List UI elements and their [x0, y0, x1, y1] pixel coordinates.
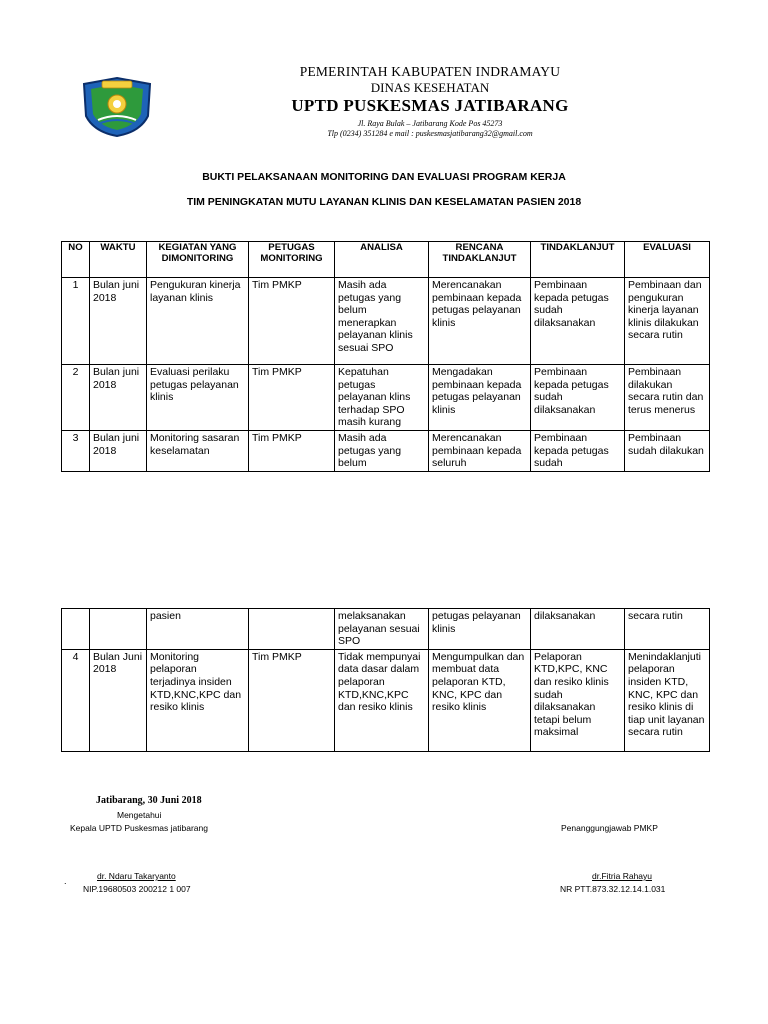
- letterhead-address: Jl. Raya Bulak – Jatibarang Kode Pos 45273: [357, 119, 503, 128]
- cell-waktu: Bulan juni 2018: [90, 430, 147, 471]
- cell-tindaklanjut: Pembinaan kepada petugas sudah dilaksanakan: [531, 365, 625, 431]
- cell-petugas: Tim PMKP: [249, 278, 335, 365]
- cell-tindaklanjut: Pelaporan KTD,KPC, KNC dan resiko klinis sudah dilaksanakan tetapi belum maksimal: [531, 649, 625, 751]
- cell-rencana: Merencanakan pembinaan kepada seluruh: [429, 430, 531, 471]
- table-row: [62, 649, 710, 751]
- signature-left-role: Kepala UPTD Puskesmas jatibarang: [70, 823, 208, 833]
- table-header-row: [62, 242, 710, 278]
- cell-kegiatan: pasien: [147, 609, 249, 650]
- cell-no: 3: [62, 430, 90, 471]
- signature-date: Jatibarang, 30 Juni 2018: [96, 795, 202, 806]
- cell-no: 2: [62, 365, 90, 431]
- monitoring-table-continued: [61, 608, 710, 752]
- cell-no: [62, 609, 90, 650]
- cell-kegiatan: Pengukuran kinerja layanan klinis: [147, 278, 249, 365]
- cell-tindaklanjut: dilaksanakan: [531, 609, 625, 650]
- cell-no: 4: [62, 649, 90, 751]
- header-no: NO: [62, 242, 90, 278]
- header-rencana: RENCANA TINDAKLANJUT: [429, 242, 531, 278]
- signature-right-id: NR PTT.873.32.12.14.1.031: [560, 884, 666, 894]
- cell-waktu: [90, 609, 147, 650]
- cell-kegiatan: Monitoring pelaporan terjadinya insiden KTD,KNC,KPC dan resiko klinis: [147, 649, 249, 751]
- signature-left-name: dr. Ndaru Takaryanto: [97, 871, 176, 881]
- header-tindaklanjut: TINDAKLANJUT: [531, 242, 625, 278]
- cell-evaluasi: secara rutin: [625, 609, 710, 650]
- cell-petugas: Tim PMKP: [249, 430, 335, 471]
- cell-rencana: Mengadakan pembinaan kepada petugas pelayanan klinis: [429, 365, 531, 431]
- letterhead: [230, 64, 630, 139]
- cell-rencana: Merencanakan pembinaan kepada petugas pelayanan klinis: [429, 278, 531, 365]
- cell-no: 1: [62, 278, 90, 365]
- letterhead-name: UPTD PUSKESMAS JATIBARANG: [291, 96, 569, 115]
- cell-tindaklanjut: Pembinaan kepada petugas sudah dilaksanakan: [531, 278, 625, 365]
- header-evaluasi: EVALUASI: [625, 242, 710, 278]
- cell-waktu: Bulan juni 2018: [90, 278, 147, 365]
- cell-rencana: Mengumpulkan dan membuat data pelaporan KTD, KNC, KPC dan resiko klinis: [429, 649, 531, 751]
- letterhead-line1: PEMERINTAH KABUPATEN INDRAMAYU: [299, 64, 561, 79]
- cell-evaluasi: Pembinaan dilakukan secara rutin dan terus menerus: [625, 365, 710, 431]
- cell-kegiatan: Evaluasi perilaku petugas pelayanan klinis: [147, 365, 249, 431]
- regency-emblem-icon: [80, 76, 154, 138]
- cell-analisa: Kepatuhan petugas pelayanan klins terhadap SPO masih kurang: [335, 365, 429, 431]
- monitoring-table: [61, 241, 710, 472]
- document-title: BUKTI PELAKSANAAN MONITORING DAN EVALUASI PROGRAM KERJA: [202, 171, 566, 183]
- cell-petugas: Tim PMKP: [249, 649, 335, 751]
- signature-acknowledge: Mengetahui: [117, 810, 162, 820]
- signature-right-name: dr.Fitria Rahayu: [592, 871, 652, 881]
- table-row-continued: [62, 609, 710, 650]
- cell-kegiatan: Monitoring sasaran keselamatan: [147, 430, 249, 471]
- cell-analisa: Masih ada petugas yang belum: [335, 430, 429, 471]
- header-petugas: PETUGAS MONITORING: [249, 242, 335, 278]
- header-waktu: WAKTU: [90, 242, 147, 278]
- cell-rencana: petugas pelayanan klinis: [429, 609, 531, 650]
- cell-waktu: Bulan juni 2018: [90, 365, 147, 431]
- cell-petugas: Tim PMKP: [249, 365, 335, 431]
- header-analisa: ANALISA: [335, 242, 429, 278]
- header-kegiatan: KEGIATAN YANG DIMONITORING: [147, 242, 249, 278]
- signature-right-role: Penanggungjawab PMKP: [561, 823, 658, 833]
- letterhead-contact: Tlp (0234) 351284 e mail : puskesmasjatibarang32@gmail.com: [327, 129, 533, 138]
- cell-analisa: Masih ada petugas yang belum menerapkan pelayanan klinis sesuai SPO: [335, 278, 429, 365]
- cell-tindaklanjut: Pembinaan kepada petugas sudah: [531, 430, 625, 471]
- table-row: [62, 365, 710, 431]
- document-subtitle: TIM PENINGKATAN MUTU LAYANAN KLINIS DAN KESELAMATAN PASIEN 2018: [186, 196, 582, 208]
- cell-waktu: Bulan Juni 2018: [90, 649, 147, 751]
- table-row: [62, 430, 710, 471]
- cell-petugas: [249, 609, 335, 650]
- cell-evaluasi: Pembinaan sudah dilakukan: [625, 430, 710, 471]
- table-row: [62, 278, 710, 365]
- cell-analisa: melaksanakan pelayanan sesuai SPO: [335, 609, 429, 650]
- cell-evaluasi: Menindaklanjuti pelaporan insiden KTD, KNC, KPC dan resiko klinis di tiap unit layanan secara rutin: [625, 649, 710, 751]
- signature-left-id: NIP.19680503 200212 1 007: [83, 884, 191, 894]
- cell-analisa: Tidak mempunyai data dasar dalam pelaporan KTD,KNC,KPC dan resiko klinis: [335, 649, 429, 751]
- stray-dot: .: [64, 876, 67, 886]
- cell-evaluasi: Pembinaan dan pengukuran kinerja layanan klinis dilakukan secara rutin: [625, 278, 710, 365]
- letterhead-line2: DINAS KESEHATAN: [370, 80, 490, 95]
